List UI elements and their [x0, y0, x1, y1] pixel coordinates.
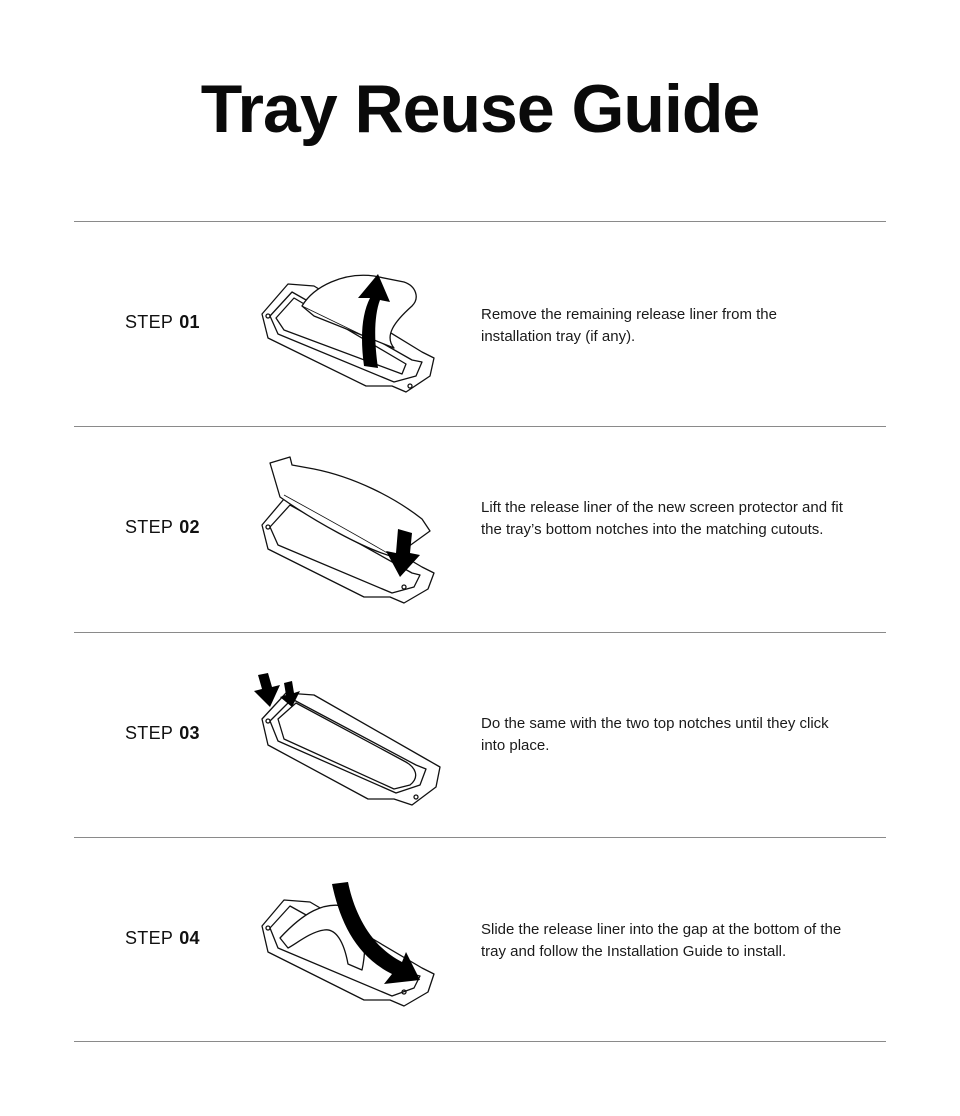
step-description: Remove the remaining release liner from the installation tray (if any).: [481, 306, 777, 345]
step-word: STEP: [125, 312, 174, 332]
step-description: Do the same with the two top notches until they click into place.: [481, 715, 829, 754]
step-label: [125, 312, 200, 333]
step-label: [125, 723, 200, 744]
step-02: [74, 427, 886, 631]
tray-liner-press-arrow-down-icon: [244, 441, 444, 617]
step-label: [125, 928, 200, 949]
step-word: STEP: [125, 928, 174, 948]
step-description: Slide the release liner into the gap at the bottom of the tray and follow the Installation Guide to install.: [481, 921, 842, 960]
step-03: [74, 633, 886, 837]
step-word: STEP: [125, 517, 174, 537]
step-word: STEP: [125, 723, 174, 743]
step-description: Lift the release liner of the new screen protector and fit the tray’s bottom notches into the matching cutouts.: [481, 499, 843, 538]
step-number: 02: [179, 517, 200, 537]
step-04: [74, 838, 886, 1042]
step-number: 03: [179, 723, 200, 743]
tray-liner-lift-arrow-up-icon: [244, 236, 444, 412]
tray-top-notches-double-arrow-icon: [244, 647, 444, 823]
page-title: Tray Reuse Guide: [200, 71, 760, 147]
divider: [74, 1041, 886, 1042]
step-01: [74, 222, 886, 426]
tray-liner-slide-curved-arrow-icon: [244, 852, 444, 1028]
step-number: 04: [179, 928, 200, 948]
step-number: 01: [179, 312, 200, 332]
step-label: [125, 517, 200, 538]
